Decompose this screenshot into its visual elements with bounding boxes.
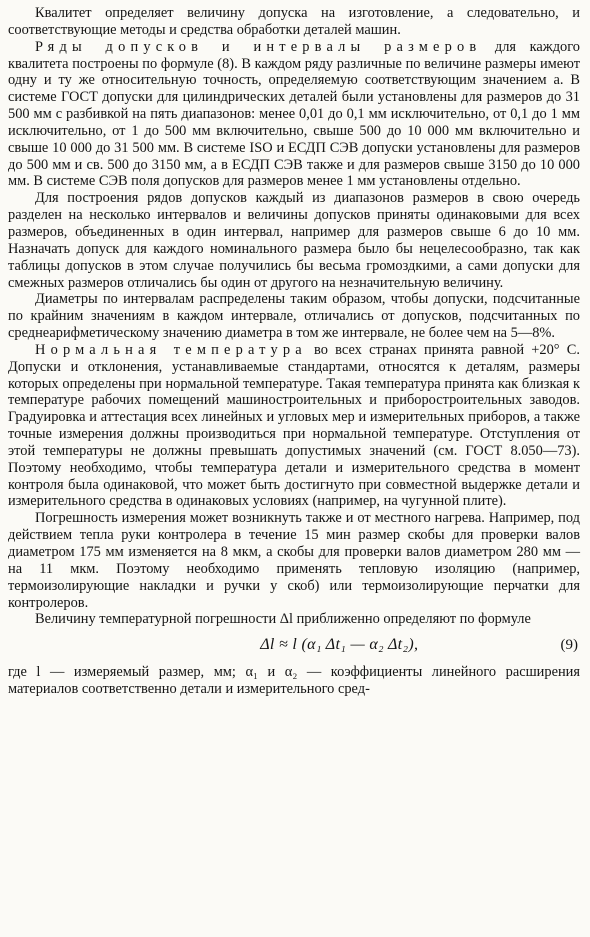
paragraph-text: Квалитет определяет величину допуска на изготовление, а следовательно, и соответствующие методы и средства обработки деталей машин. bbox=[8, 5, 580, 38]
paragraph-text: где l — измеряемый размер, мм; α₁ и α₂ — коэффициенты линейного расширения материалов соответственно детали и измерительного сред- bbox=[8, 664, 580, 698]
paragraph-normal-temperature bbox=[8, 342, 580, 510]
paragraph-text: Погрешность измерения может возникнуть также и от местного нагрева. Например, под действием тепла руки контролера в течение 15 мин размер скобы для проверки валов диаметром 175 мм изменяется на 8 мкм, а скобы для проверки валов диаметром 280 мм — на 11 мкм. Поэтому необходимо применять тепловую изоляцию (например, термоизолирующие накладки и ручки у скоб) или термоизолирующие перчатки для контролеров. bbox=[8, 510, 580, 611]
paragraph-formula-intro bbox=[8, 611, 580, 628]
paragraph-text: во всех странах принята равной +20° С. Допуски и отклонения, устанавливаемые стандартами, относятся к деталям, размеры которых определены при нормальной температуре. Такая температура принята как близкая к температуре рабочих помещений машиностроительных и приборостроительных заводов. Градуировка и аттестация всех линейных и угловых мер и измерительных приборов, а также точные измерения должны производиться при нормальной температуре. Отступления от этой температуры не должны превышать допустимых значений (см. ГОСТ 8.050—73). Поэтому необходимо, чтобы температура детали и измерительного средства в момент контроля была одинаковой, что может быть достигнуто при совместной выдержке детали и измерительного средства в одинаковых условиях (например, на чугунной плите). bbox=[8, 341, 580, 510]
spaced-term-tolerance-series: Ряды допусков и интервалы размеров bbox=[35, 38, 482, 55]
paragraph-tolerance-series bbox=[8, 39, 580, 191]
paragraph-text: Величину температурной погрешности Δl приближенно определяют по формуле bbox=[35, 611, 531, 628]
paragraph-size-intervals bbox=[8, 190, 580, 291]
paragraph-text: для каждого квалитета построены по формуле (8). В каждом ряду различные по величине размеры имеют одну и ту же относительную точность, определяемую соответствующим значением a. В системе ГОСТ допуски для цилиндрических деталей были установлены для размеров до 31 500 мм с разбивкой на пять диапазонов: менее 0,01 до 0,1 мм исключительно, от 0,1 до 1 мм исключительно, от 1 до 500 мм включительно, свыше 500 до 10 000 мм включительно и свыше 10 000 до 31 500 мм. В системе ISO и ЕСДП СЭВ допуски установлены для размеров до 500 мм и св. 500 до 3150 мм, а в ЕСДП СЭВ также и для размеров свыше 3150 до 10 000 мм. В системе СЭВ поля допусков для размеров менее 1 мм установлены отдельно. bbox=[8, 38, 580, 190]
equation-number: (9) bbox=[560, 636, 578, 653]
paragraph-diameter-distribution bbox=[8, 291, 580, 342]
paragraph-text: Диаметры по интервалам распределены таким образом, чтобы допуски, подсчитанные по крайним значениям в каждом интервале, отличались от допусков, подсчитанных по среднеарифметическому значению диаметра в том же интервале, не более чем на 5—8%. bbox=[8, 291, 580, 342]
spaced-term-normal-temperature: Нормальная температура bbox=[35, 341, 307, 358]
paragraph-local-heating bbox=[8, 510, 580, 611]
paragraph-quality-grade bbox=[8, 5, 580, 39]
formula-row bbox=[8, 630, 580, 660]
paragraph-text: Для построения рядов допусков каждый из диапазонов размеров в свою очередь разделен на несколько интервалов и величины допусков приняты одинаковыми для всех размеров, объединенных в один интервал, например для размеров свыше 6 до 10 мм. Назначать допуск для каждого номинального размера было бы нецелесообразно, так как таблицы допусков в этом случае получились бы весьма громоздкими, а сами допуски для смежных размеров отличались бы один от другого на незначительную величину. bbox=[8, 190, 580, 291]
paragraph-formula-explanation bbox=[8, 664, 580, 698]
temperature-error-formula: Δl ≈ l (α₁ Δt₁ — α₂ Δt₂), bbox=[260, 635, 419, 653]
